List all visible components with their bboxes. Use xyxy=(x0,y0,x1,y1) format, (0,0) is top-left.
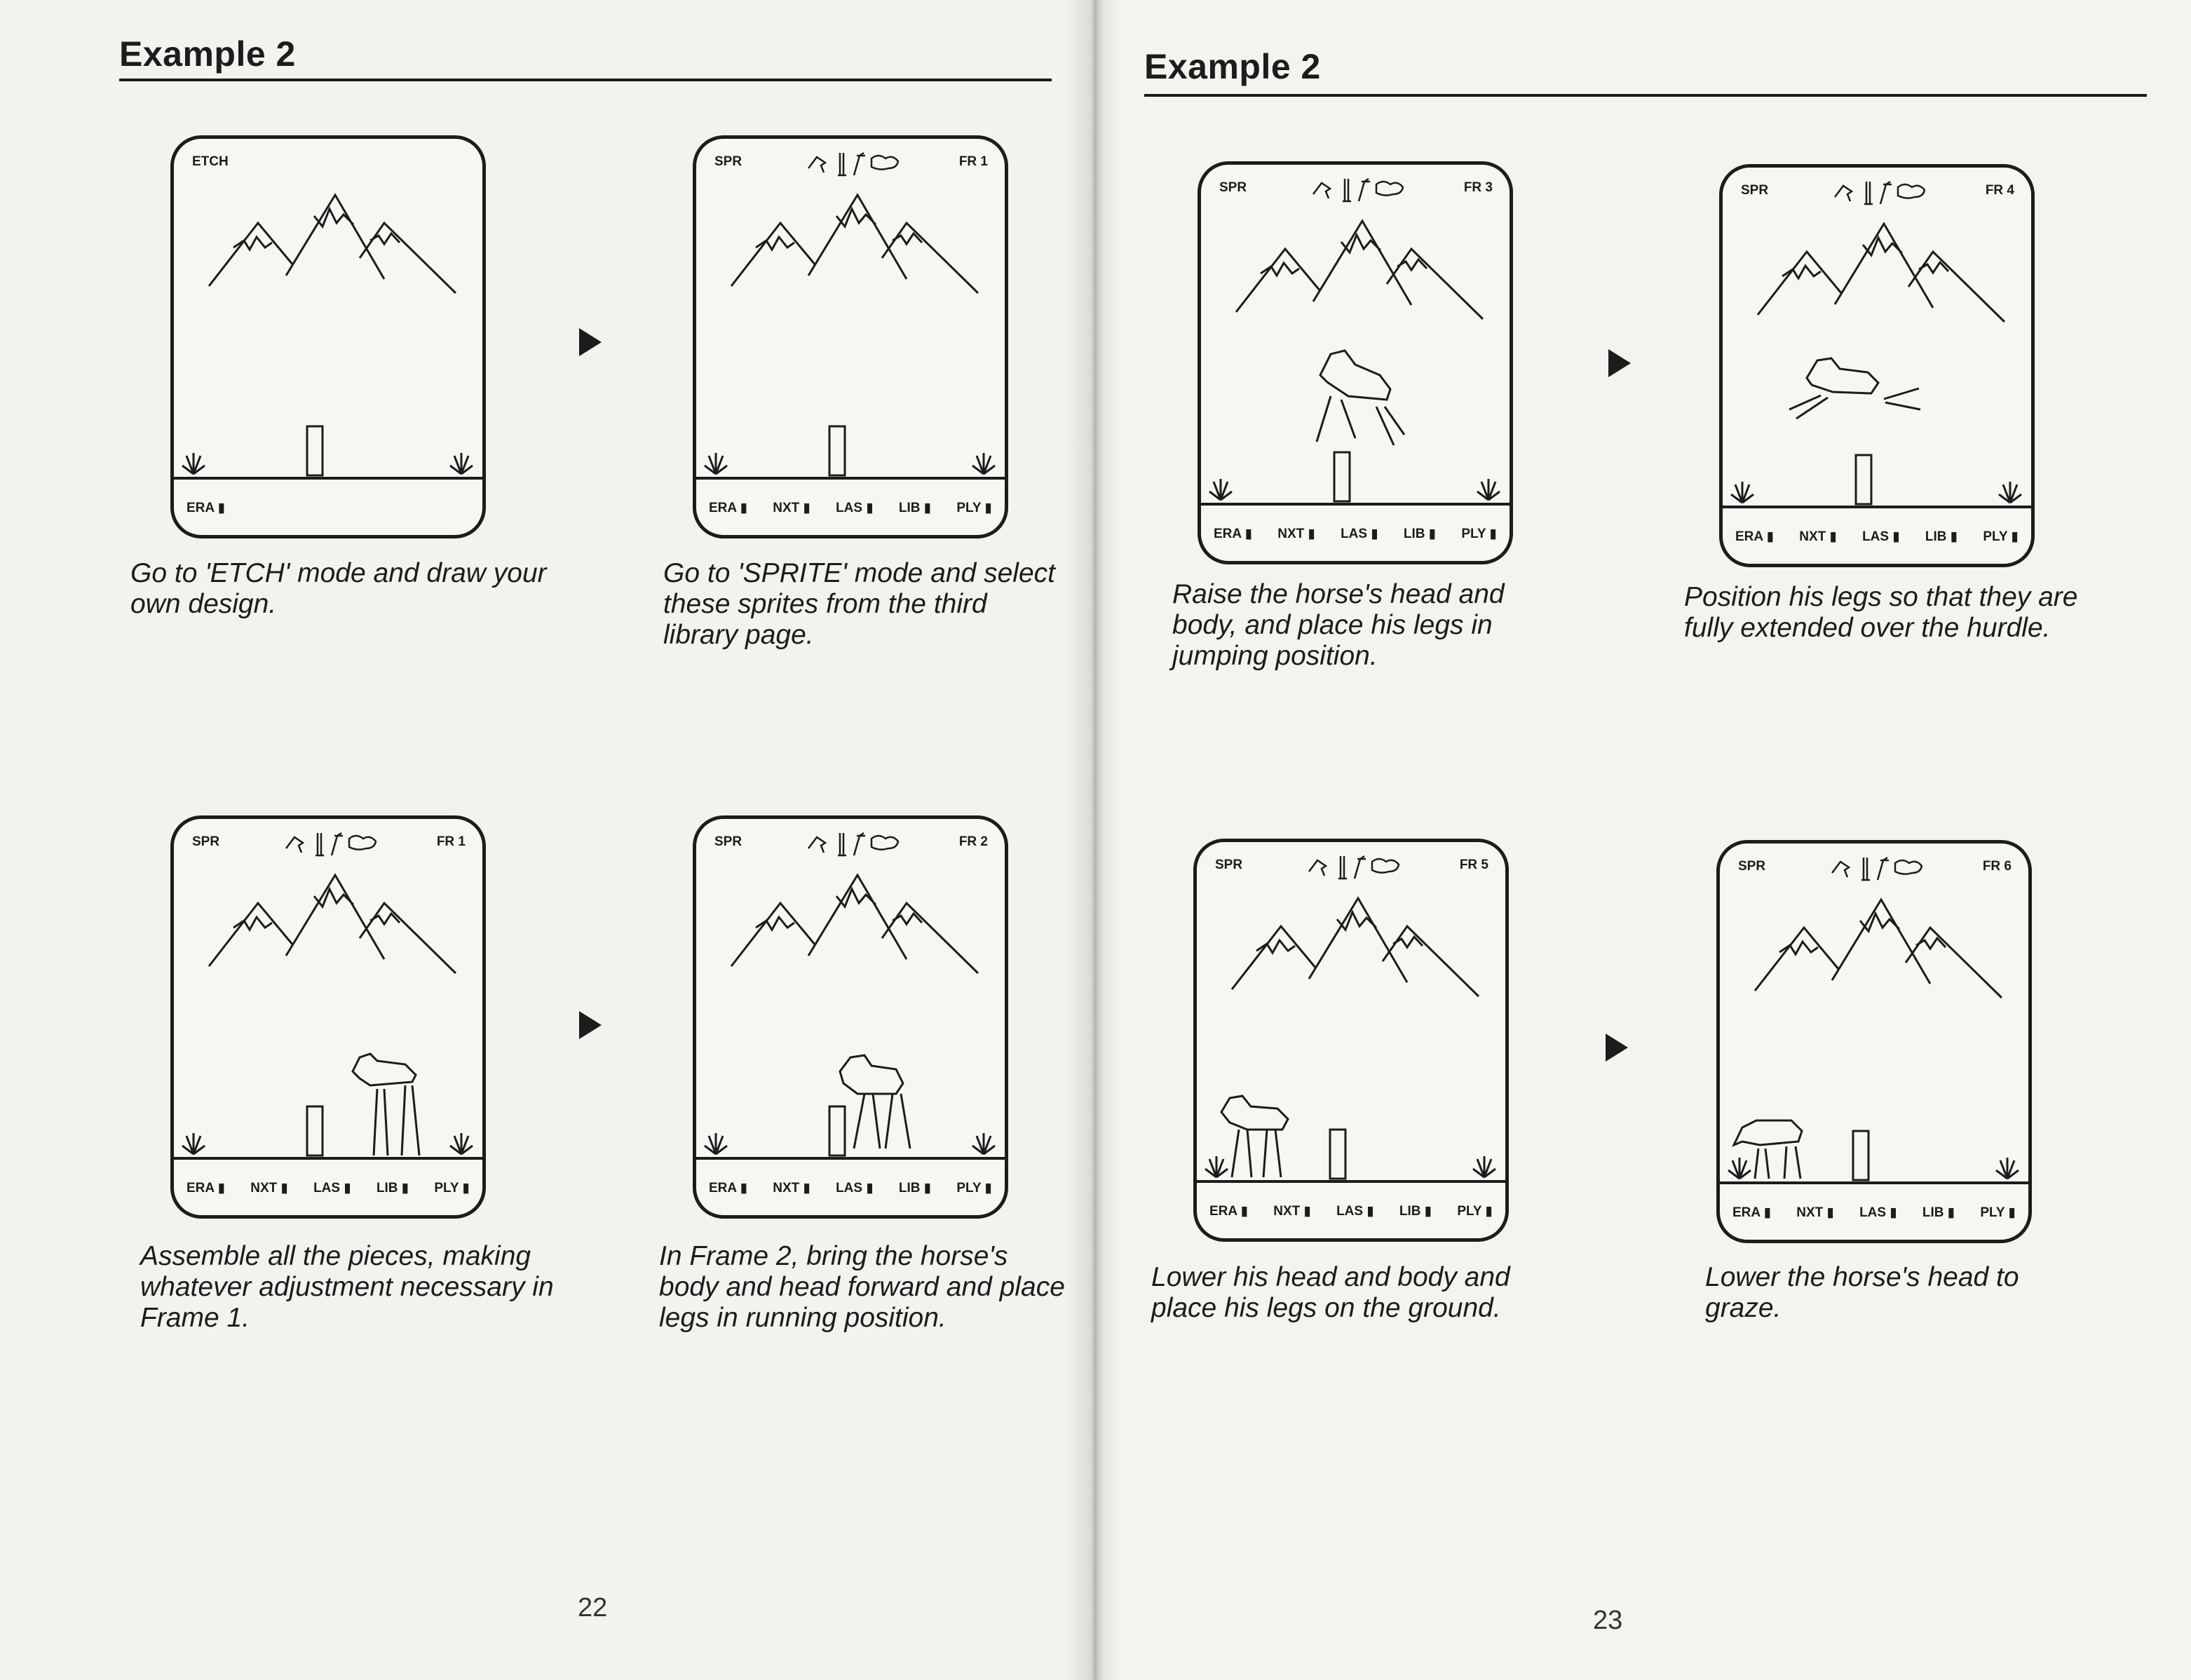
frame-label: FR 2 xyxy=(958,834,988,849)
toolbar-item-las: LAS ▮ xyxy=(313,1181,351,1195)
screen-panel-sprite-fr1 xyxy=(693,135,1008,538)
mode-label: SPR xyxy=(1215,858,1243,872)
sprite-head-icon xyxy=(808,837,825,853)
sprite-leg-icon xyxy=(1359,179,1370,201)
horse-sprite-icon xyxy=(1789,358,1920,419)
toolbar-item-nxt: NXT ▮ xyxy=(1277,527,1315,541)
toolbar-item-las: LAS ▮ xyxy=(1341,527,1378,541)
grass-tuft-icon xyxy=(1999,482,2021,503)
horse-sprite-icon xyxy=(353,1054,419,1156)
grass-tuft-icon xyxy=(450,1133,473,1154)
grass-tuft-icon xyxy=(1728,1158,1751,1179)
grass-tuft-icon xyxy=(1477,479,1500,500)
frame-label: FR 3 xyxy=(1463,180,1493,195)
toolbar-item-nxt: NXT ▮ xyxy=(250,1181,288,1195)
grass-tuft-icon xyxy=(1996,1158,2019,1179)
caption: Go to 'ETCH' mode and draw your own design. xyxy=(130,558,547,619)
screen-toolbar xyxy=(1732,1205,2016,1221)
grass-tuft-icon xyxy=(705,1133,727,1154)
sprite-leg-icon xyxy=(854,833,865,855)
title-rule xyxy=(119,79,1052,81)
page-title: Example 2 xyxy=(119,34,296,74)
sprite-leg-icon xyxy=(332,833,343,855)
mode-label: SPR xyxy=(192,834,220,849)
grass-tuft-icon xyxy=(1209,479,1232,500)
sprite-head-icon xyxy=(1313,183,1330,198)
toolbar-item-ply: PLY ▮ xyxy=(1983,529,2019,544)
toolbar-item-lib: LIB ▮ xyxy=(1922,1205,1955,1220)
horse-sprite-icon xyxy=(840,1055,910,1149)
screen-scene xyxy=(1201,165,1510,561)
sprite-selection-icons xyxy=(801,147,907,182)
mountain-icon xyxy=(209,875,456,973)
toolbar-item-ply: PLY ▮ xyxy=(1980,1205,2016,1220)
horse-sprite-icon xyxy=(1221,1096,1288,1177)
page-number: 22 xyxy=(578,1593,608,1623)
sprite-leg-icon xyxy=(838,833,846,855)
caption: Position his legs so that they are fully extended over the hurdle. xyxy=(1684,582,2078,643)
grass-tuft-icon xyxy=(450,453,473,474)
toolbar-item-nxt: NXT ▮ xyxy=(773,1181,810,1195)
frame-label: FR 1 xyxy=(958,154,988,169)
sprite-body-icon xyxy=(1898,184,1925,198)
mountain-icon xyxy=(1758,224,2005,322)
screen-panel-fr2 xyxy=(693,815,1008,1219)
mode-label: SPR xyxy=(1741,183,1769,198)
toolbar-item-era: ERA ▮ xyxy=(709,501,748,515)
toolbar-item-lib: LIB ▮ xyxy=(1403,527,1437,541)
play-arrow-icon xyxy=(1606,1034,1628,1062)
frame-label: FR 4 xyxy=(1985,183,2014,198)
toolbar-item-lib: LIB ▮ xyxy=(376,1181,409,1195)
mountain-icon xyxy=(1232,898,1479,996)
sprite-selection-icons xyxy=(1825,852,1930,887)
toolbar-item-las: LAS ▮ xyxy=(836,1181,874,1195)
grass-tuft-icon xyxy=(972,1133,995,1154)
screen-scene xyxy=(1723,168,2031,564)
sprite-body-icon xyxy=(1376,182,1403,196)
toolbar-item-lib: LIB ▮ xyxy=(1399,1204,1432,1219)
toolbar-item-ply: PLY ▮ xyxy=(1461,527,1497,541)
screen-scene xyxy=(1720,844,2028,1240)
play-arrow-icon xyxy=(579,1011,602,1039)
sprite-body-icon xyxy=(1895,860,1922,874)
toolbar-item-nxt: NXT ▮ xyxy=(773,501,810,515)
sprite-leg-icon xyxy=(1343,179,1351,201)
screen-panel-fr5 xyxy=(1193,839,1509,1242)
play-arrow-icon xyxy=(579,328,602,356)
play-arrow-icon xyxy=(1608,349,1631,377)
screen-panel-assembled-fr1 xyxy=(170,815,486,1219)
left-page xyxy=(0,0,1094,1680)
screen-scene xyxy=(174,139,482,535)
sprite-leg-icon xyxy=(1864,182,1873,204)
sprite-body-icon xyxy=(871,156,898,170)
screen-scene xyxy=(174,819,482,1215)
caption: In Frame 2, bring the horse's body and head forward and place legs in running position. xyxy=(659,1241,1065,1333)
toolbar-item-lib: LIB ▮ xyxy=(898,501,932,515)
toolbar-item-las: LAS ▮ xyxy=(1859,1205,1897,1220)
screen-scene xyxy=(696,819,1005,1215)
screen-scene xyxy=(696,139,1005,535)
sprite-head-icon xyxy=(286,837,303,853)
book-gutter xyxy=(1066,0,1122,1680)
grass-tuft-icon xyxy=(705,453,727,474)
ground-line xyxy=(1201,503,1510,506)
grass-tuft-icon xyxy=(1205,1156,1228,1177)
toolbar-item-nxt: NXT ▮ xyxy=(1799,529,1837,544)
page-number: 23 xyxy=(1593,1606,1623,1635)
sprite-leg-icon xyxy=(1355,856,1366,879)
sprite-leg-icon xyxy=(1880,182,1892,204)
ground-line xyxy=(174,477,482,480)
toolbar-item-era: ERA ▮ xyxy=(1735,529,1775,544)
frame-label: FR 1 xyxy=(436,834,466,849)
mode-label: ETCH xyxy=(192,154,229,169)
toolbar-item-lib: LIB ▮ xyxy=(1925,529,1958,544)
screen-panel-fr4 xyxy=(1719,164,2035,567)
screen-toolbar xyxy=(1214,526,1497,542)
grass-tuft-icon xyxy=(1731,482,1754,503)
toolbar-item-las: LAS ▮ xyxy=(1862,529,1900,544)
toolbar-item-era: ERA ▮ xyxy=(186,501,226,515)
horse-sprite-icon xyxy=(1317,351,1404,445)
toolbar-item-era: ERA ▮ xyxy=(1214,527,1253,541)
hurdle-post-icon xyxy=(829,426,845,475)
mountain-icon xyxy=(209,195,456,293)
ground-line xyxy=(1197,1180,1505,1183)
hurdle-post-icon xyxy=(307,1106,323,1156)
toolbar-item-las: LAS ▮ xyxy=(1336,1204,1374,1219)
grass-tuft-icon xyxy=(182,453,205,474)
screen-toolbar xyxy=(1735,529,2019,545)
toolbar-item-ply: PLY ▮ xyxy=(1457,1204,1493,1219)
sprite-head-icon xyxy=(1835,186,1852,201)
caption: Go to 'SPRITE' mode and select these sprites from the third library page. xyxy=(663,558,1055,650)
grass-tuft-icon xyxy=(972,453,995,474)
ground-line xyxy=(696,1157,1005,1160)
toolbar-item-era: ERA ▮ xyxy=(186,1181,226,1195)
mode-label: SPR xyxy=(1219,180,1247,195)
sprite-head-icon xyxy=(1309,860,1326,876)
page-title: Example 2 xyxy=(1144,47,1321,86)
screen-scene xyxy=(1197,842,1505,1238)
screen-toolbar xyxy=(1209,1203,1493,1219)
sprite-selection-icons xyxy=(1306,173,1411,208)
hurdle-post-icon xyxy=(1856,455,1871,504)
mountain-icon xyxy=(731,875,978,973)
screen-toolbar xyxy=(186,500,470,516)
mode-label: SPR xyxy=(714,834,742,849)
ground-line xyxy=(174,1157,482,1160)
horse-sprite-icon xyxy=(1734,1120,1802,1179)
mode-label: SPR xyxy=(714,154,742,169)
sprite-leg-icon xyxy=(838,153,846,175)
caption: Lower the horse's head to graze. xyxy=(1705,1262,2019,1323)
toolbar-item-lib: LIB ▮ xyxy=(898,1181,932,1195)
caption: Assemble all the pieces, making whatever adjustment necessary in Frame 1. xyxy=(140,1241,554,1333)
toolbar-item-ply: PLY ▮ xyxy=(434,1181,470,1195)
screen-toolbar xyxy=(709,500,992,516)
caption: Lower his head and body and place his legs on the ground. xyxy=(1151,1262,1510,1323)
ground-line xyxy=(1723,506,2031,508)
sprite-leg-icon xyxy=(1878,858,1889,880)
toolbar-item-era: ERA ▮ xyxy=(1732,1205,1772,1220)
toolbar-item-ply: PLY ▮ xyxy=(956,501,992,515)
sprite-leg-icon xyxy=(1338,856,1347,879)
title-rule xyxy=(1144,94,2147,97)
hurdle-post-icon xyxy=(307,426,323,475)
sprite-leg-icon xyxy=(854,153,865,175)
ground-line xyxy=(1720,1181,2028,1184)
toolbar-item-era: ERA ▮ xyxy=(1209,1204,1249,1219)
ground-line xyxy=(696,477,1005,480)
grass-tuft-icon xyxy=(182,1133,205,1154)
screen-panel-fr6 xyxy=(1716,840,2032,1243)
sprite-selection-icons xyxy=(801,827,907,862)
sprite-leg-icon xyxy=(316,833,324,855)
mountain-icon xyxy=(1236,221,1483,319)
sprite-leg-icon xyxy=(1861,858,1870,880)
hurdle-post-icon xyxy=(829,1106,845,1156)
caption: Raise the horse's head and body, and place his legs in jumping position. xyxy=(1172,579,1505,671)
hurdle-post-icon xyxy=(1853,1131,1868,1180)
frame-label: FR 6 xyxy=(1982,859,2012,874)
toolbar-item-era: ERA ▮ xyxy=(709,1181,748,1195)
right-page xyxy=(1102,0,2191,1680)
mountain-icon xyxy=(731,195,978,293)
sprite-selection-icons xyxy=(279,827,384,862)
toolbar-item-nxt: NXT ▮ xyxy=(1273,1204,1311,1219)
screen-toolbar xyxy=(186,1180,470,1196)
screen-toolbar xyxy=(709,1180,992,1196)
screen-panel-etch xyxy=(170,135,486,538)
sprite-head-icon xyxy=(808,157,825,172)
toolbar-item-las: LAS ▮ xyxy=(836,501,874,515)
sprite-body-icon xyxy=(1372,859,1399,873)
sprite-selection-icons xyxy=(1302,851,1407,886)
sprite-head-icon xyxy=(1832,862,1849,877)
mountain-icon xyxy=(1755,900,2002,998)
sprite-body-icon xyxy=(349,836,376,850)
hurdle-post-icon xyxy=(1330,1130,1345,1179)
hurdle-post-icon xyxy=(1334,452,1350,501)
toolbar-item-ply: PLY ▮ xyxy=(956,1181,992,1195)
mode-label: SPR xyxy=(1738,859,1766,874)
frame-label: FR 5 xyxy=(1459,858,1488,872)
grass-tuft-icon xyxy=(1473,1156,1495,1177)
screen-panel-fr3 xyxy=(1198,161,1513,564)
sprite-body-icon xyxy=(871,836,898,850)
sprite-selection-icons xyxy=(1828,176,1933,211)
toolbar-item-nxt: NXT ▮ xyxy=(1796,1205,1834,1220)
